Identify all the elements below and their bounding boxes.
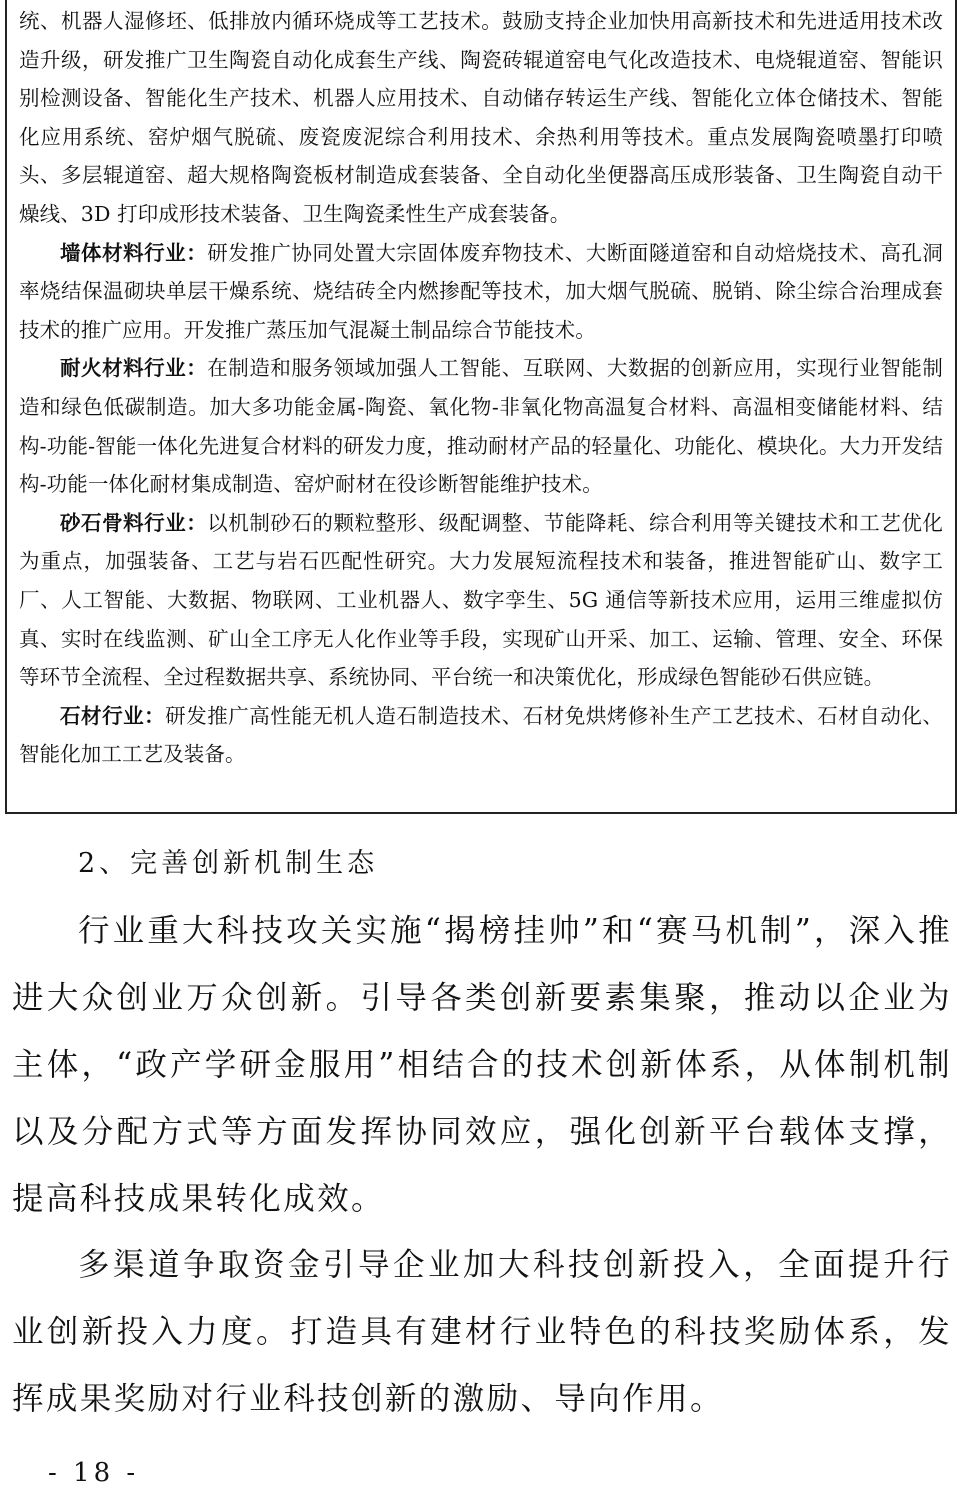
body-paragraph: 行业重大科技攻关实施“揭榜挂帅”和“赛马机制”，深入推进大众创业万众创新。引导各类创新要素集聚，推动以企业为主体，“政产学研金服用”相结合的技术创新体系，从体制机制以及分配方式等方面发挥协同效应，强化创新平台载体支撑，提高科技成果转化成效。 [12, 913, 952, 1217]
box-item-label: 耐火材料行业： [60, 356, 208, 381]
box-item-text: 研发推广协同处置大宗固体废弃物技术、大断面隧道窑和自动焙烧技术、高孔洞率烧结保温砌块单层干燥系统、烧结砖全内燃掺配等技术，加大烟气脱硫、脱销、除尘综合治理成套技术的推广应用。开发推广蒸压加气混凝土制品综合节能技术。 [19, 240, 944, 342]
box-item-text: 以机制砂石的颗粒整形、级配调整、节能降耗、综合利用等关键技术和工艺优化为重点，加强装备、工艺与岩石匹配性研究。大力发展短流程技术和装备，推进智能矿山、数字工厂、人工智能、大数据、物联网、工业机器人、数字孪生、5G 通信等新技术应用，运用三维虚拟仿真、实时在线监测、矿山全工序无人化作业等手段，实现矿山开采、加工、运输、管理、安全、环保等环节全流程、全过程数据共享、系统协同、平台统一和决策优化，形成绿色智能砂石供应链。 [19, 510, 944, 690]
box-item-label: 砂石骨料行业： [60, 510, 208, 535]
box-intro-paragraph: 统、机器人湿修坯、低排放内循环烧成等工艺技术。鼓励支持企业加快用高新技术和先进适用技术改造升级，研发推广卫生陶瓷自动化成套生产线、陶瓷砖辊道窑电气化改造技术、电烧辊道窑、智能识别检测设备、智能化生产技术、机器人应用技术、自动储存转运生产线、智能化立体仓储技术、智能化应用系统、窑炉烟气脱硫、废瓷废泥综合利用技术、余热利用等技术。重点发展陶瓷喷墨打印喷头、多层辊道窑、超大规格陶瓷板材制造成套装备、全自动化坐便器高压成形装备、卫生陶瓷自动干燥线、3D 打印成形技术装备、卫生陶瓷柔性生产成套装备。 [19, 9, 943, 226]
box-item-stone [19, 697, 943, 774]
box-item-aggregates [19, 504, 943, 697]
box-item-label: 石材行业： [60, 703, 166, 728]
box-item-text: 研发推广高性能无机人造石制造技术、石材免烘烤修补生产工艺技术、石材自动化、智能化加工工艺及装备。 [19, 703, 943, 767]
box-item-wall-materials [19, 234, 943, 350]
page-number: - 18 - [48, 1458, 140, 1488]
box-item-label: 墙体材料行业： [60, 240, 208, 265]
box-item-refractory [19, 349, 943, 503]
box-item-text: 在制造和服务领域加强人工智能、互联网、大数据的创新应用，实现行业智能制造和绿色低碳制造。加大多功能金属-陶瓷、氧化物-非氧化物高温复合材料、高温相变储能材料、结构-功能-智能一体化先进复合材料的研发力度，推动耐材产品的轻量化、功能化、模块化。大力开发结构-功能一体化耐材集成制造、窑炉耐材在役诊断智能维护技术。 [19, 356, 944, 497]
boxed-text-frame [5, 0, 957, 814]
section-heading: 2、完善创新机制生态 [78, 848, 379, 879]
body-paragraph: 多渠道争取资金引导企业加大科技创新投入，全面提升行业创新投入力度。打造具有建材行业特色的科技奖励体系，发挥成果奖励对行业科技创新的激励、导向作用。 [12, 1247, 952, 1417]
